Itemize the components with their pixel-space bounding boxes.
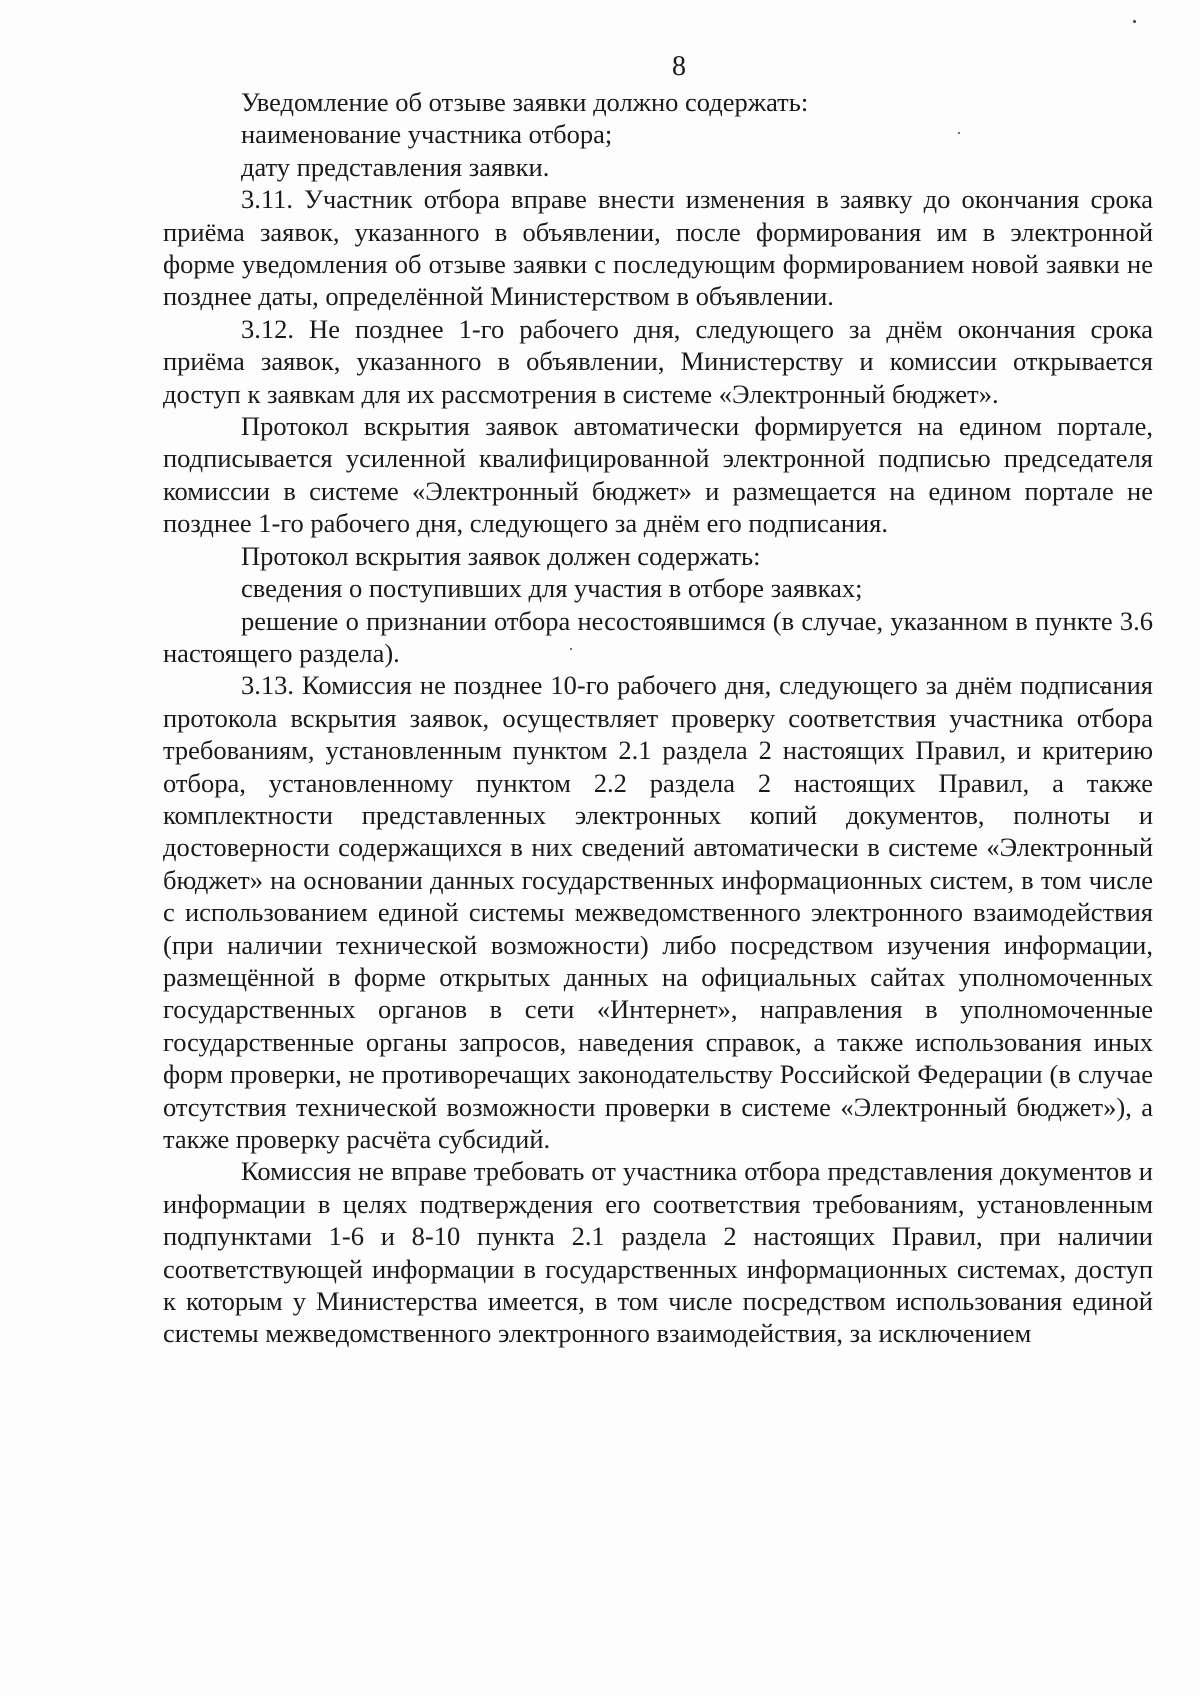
paragraph-opening-protocol: Протокол вскрытия заявок автоматически формируется на едином портале, подписывается усиленной квалифицированной электронной подписью председателя комиссии в системе «Электронный бюджет» и размещается на едином портале не позднее 1-го рабочего дня, следующего за днём его подписания. <box>163 411 1153 539</box>
paragraph-failed-selection: решение о признании отбора несостоявшимся (в случае, указанном в пункте 3.6 настоящего раздела). <box>163 605 1153 668</box>
paragraph-3-13: 3.13. Комиссия не позднее 10-го рабочего дня, следующего за днём подписания протокола вскрытия заявок, осуществляет проверку соответствия участника отбора требованиям, установленным пунктом 2.1 раздела 2 настоящих Правил, и критерию отбора, установленному пунктом 2.2 раздела 2 настоящих Правил, а также комплектности представленных электронных копий документов, полноты и достоверности содержащихся в них сведений автоматически в системе «Электронный бюджет» на основании данных государственных информационных систем, в том числе с использованием единой системы межведомственного электронного взаимодействия (при наличии технической возможности) либо посредством изучения информации, размещённой в форме открытых данных на официальных сайтах уполномоченных государственных органов в сети «Интернет», направления в уполномоченные государственные органы запросов, наведения справок, а также использования иных форм проверки, не противоречащих законодательству Российской Федерации (в случае отсутствия технической возможности проверки в системе «Электронный бюджет»), а также проверку расчёта субсидий. <box>163 670 1153 1154</box>
paragraph-received-applications: сведения о поступивших для участия в отборе заявках; <box>241 573 863 604</box>
paragraph-3-11: 3.11. Участник отбора вправе внести изменения в заявку до окончания срока приёма заявок, указанного в объявлении, после формирования им в электронной форме уведомления об отзыве заявки с последующим формированием новой заявки не позднее даты, определённой Министерством в объявлении. <box>163 184 1153 312</box>
page-number: 8 <box>672 51 686 82</box>
document-page <box>163 50 1153 1350</box>
paragraph-participant-name: наименование участника отбора; <box>241 119 613 150</box>
paragraph-protocol-contents: Протокол вскрытия заявок должен содержать: <box>241 540 761 571</box>
paragraph-3-12: 3.12. Не позднее 1-го рабочего дня, следующего за днём окончания срока приёма заявок, указанного в объявлении, Министерству и комиссии открывается доступ к заявкам для их рассмотрения в системе «Электронный бюджет». <box>163 313 1153 409</box>
paragraph-submission-date: дату представления заявки. <box>241 151 550 182</box>
scan-artifact-dot <box>1133 20 1136 23</box>
paragraph-notice-contents: Уведомление об отзыве заявки должно содержать: <box>241 87 809 117</box>
paragraph-commission-restriction: Комиссия не вправе требовать от участника отбора представления документов и информации в целях подтверждения его соответствия требованиям, установленным подпунктами 1-6 и 8-10 пункта 2.1 раздела 2 настоящих Правил, при наличии соответствующей информации в государственных информационных системах, доступ к которым у Министерства имеется, в том числе посредством использования единой системы межведомственного электронного взаимодействия, за исключением <box>163 1156 1153 1349</box>
